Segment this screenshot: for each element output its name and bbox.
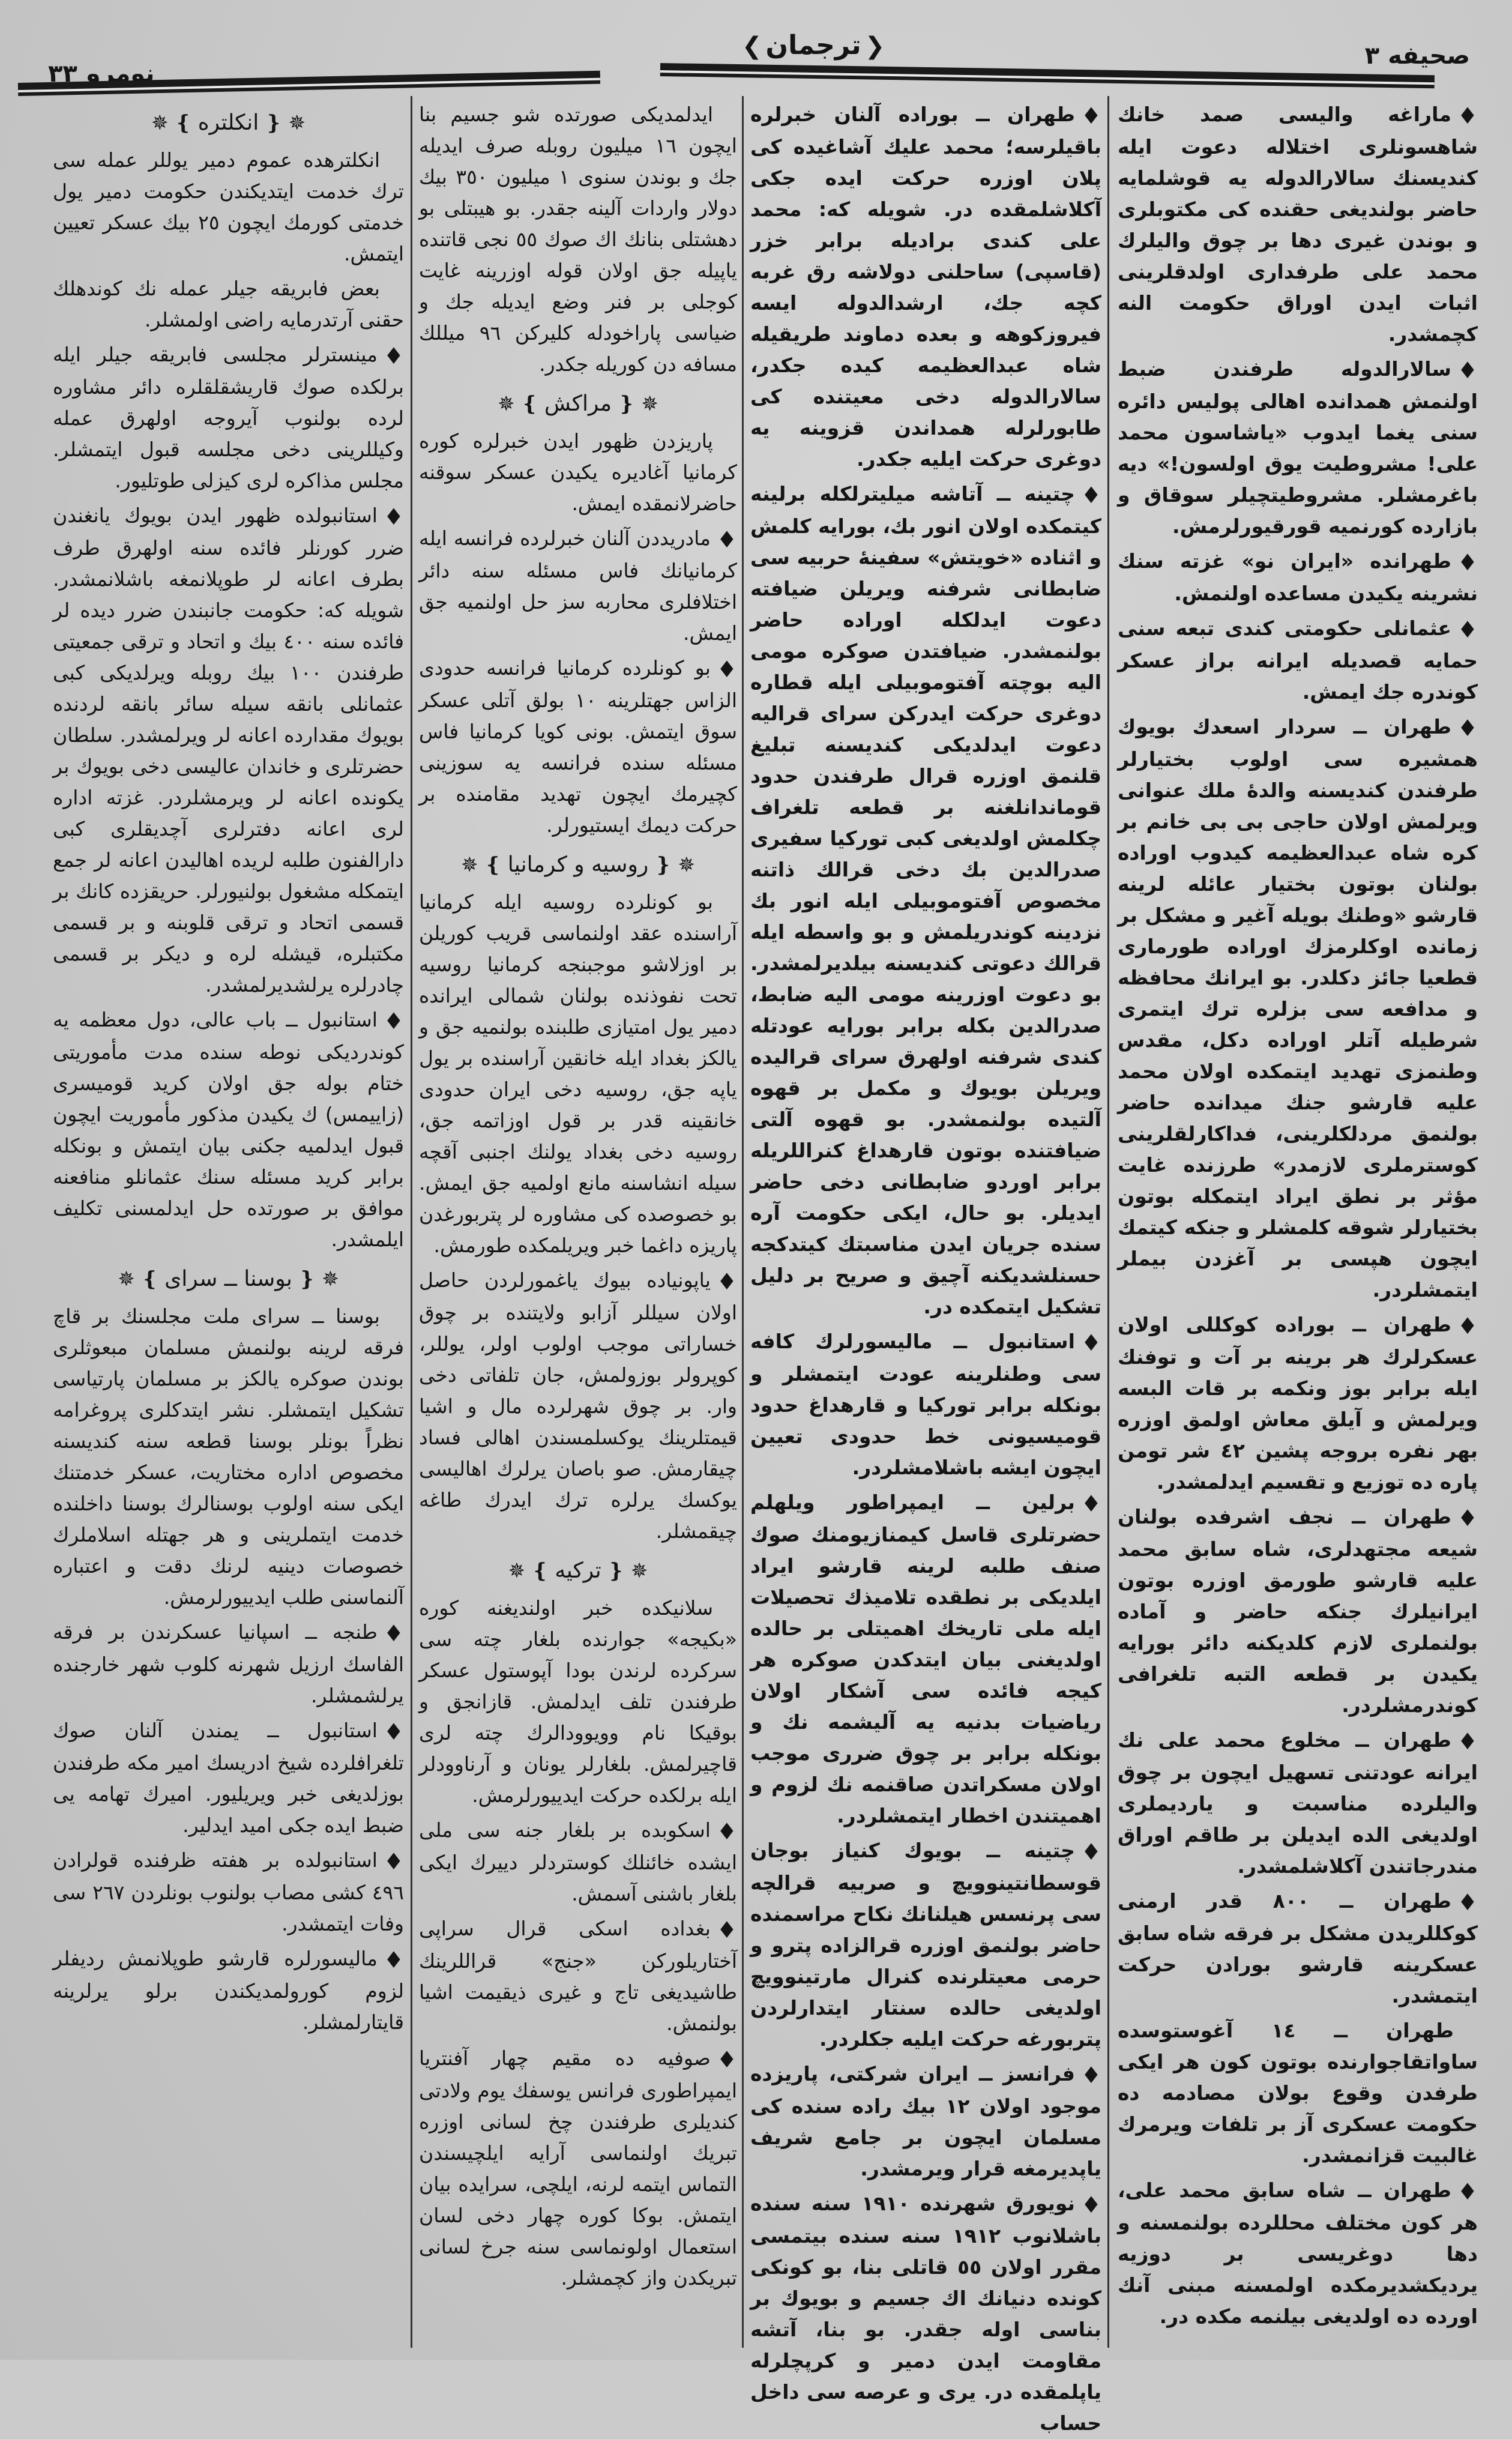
news-item-text: طهران ــ مخلوع محمد على نك ايرانه عودتنى تسهيل ايچون بر چوق واليلرده مناسبت و يارديملرى اولديغى الده ايديلن بر طاقم اوراق مندرجاتندن آكلاشلمشدر. — [1118, 1728, 1478, 1878]
section-heading — [419, 1555, 737, 1587]
diamond-bullet-icon: ♦ — [1457, 1728, 1478, 1755]
news-item — [53, 500, 404, 1001]
news-item-text: طهران ــ بوراده كوكللى اولان عسكرلرك هر برينه بر آت و توفنك ايله برابر بوز ونكمه بر قات البسه ويرلمش و آيلق معاش اولمق اوزره بهر نفره بروجه پشين ٤٢ شر تومن پاره ده توزيع و تقسيم ايدلمشدر. — [1118, 1313, 1478, 1494]
ornament-icon: ❵ ✵ — [151, 111, 192, 135]
news-item-text: بوسنا ــ سراى ملت مجلسنك بر قاچ فرقه لرينه بولنمش مسلمان مبعوثلرى بوندن صوكره يالكز بر مسلمان پارتياسى تشكيل ايتمشلر. نشر ايتدكلرى پروغرامه نظراً بونلر بوسنا قطعه سنه كنديسنه مخصوص اداره مختاريت، عسكر خدمتنك ايكى سنه اولوب بوسنالرك بوسنا داخلنده خدمت ايتملرينى و هر جهتله اسلاملرك خصوصات دينيه لرنك دقت و اعتباره آلنماسنى طلب ايدييورلرمش. — [53, 1304, 404, 1609]
news-item-text: بو كونلرده كرمانيا فرانسه حدودى الزاس جهتلرينه ١٠ بولق آتلى عسكر سوق ايتمش. بونى كويا كرمانيا فاس مسئله سنده فرانسه يه سوزينى كچيرمك ايچون تهديد مقامنده بر حركت ديمك ايستيورلر. — [419, 656, 737, 837]
news-item — [419, 523, 737, 649]
news-item-text: طهران ــ شاه سابق محمد على، هر كون مختلف محللرده بولنمسنه و دها دوغريسى بر دوزيه يرديكشديرمكده اولمسنه مبنى آنك اورده ده اولديغى بيلنمه مكده در. — [1118, 2178, 1478, 2328]
news-item — [1118, 1725, 1478, 1882]
diamond-bullet-icon: ♦ — [716, 656, 737, 683]
diamond-bullet-icon: ♦ — [1080, 1491, 1101, 1517]
news-item — [1118, 613, 1478, 708]
news-item-text: عثمانلى حكومتى كندى تبعه سنى حمايه قصديله ايرانه براز عسكر كوندره جك ايمش. — [1118, 617, 1478, 704]
news-item-text: فرانسز ــ ايران شركتى، پاريزده موجود اولان ١٢ بيك راده سنده كى مسلمان ايچون بر جامع شريف ياپديرمغه قرار ويرمشدر. — [750, 2062, 1101, 2180]
news-item — [750, 2188, 1101, 2439]
ornament-icon: ✵ ❴ — [654, 853, 696, 877]
news-item — [53, 1715, 404, 1841]
section-heading — [419, 388, 737, 420]
news-item — [53, 1617, 404, 1711]
diamond-bullet-icon: ♦ — [383, 343, 404, 369]
diamond-bullet-icon: ♦ — [1080, 103, 1101, 129]
news-item-text: ماليسورلره قارشو طوپلانمش رديفلر لزوم كورولمديكندن برلو يرلرينه قايتارلمشلر. — [53, 1947, 404, 2034]
news-item-text: صوفيه ده مقيم چهار آفنتريا ايمپراطورى فرانس يوسفك يوم ولادتى كنديلرى طرفندن چخ لسانى اوزره تبريك اولنماسى آرايه ايلچيسندن التماس ايتمه لرنه، ايلچى، سرايده بيان ايتمش. بوكا كوره چهار دخى لسان استعمال اولونماسى سنه جرخ لسانى تبريكدن واز كچمشلر. — [419, 2046, 737, 2290]
news-item-text: سالارالدوله طرفندن ضبط اولنمش همدانده اهالى پوليس دائره سنى يغما ايدوب «ياشاسون محمد على! مشروطيت يوق اولسون!» ديه باغرمشلر. مشروطيتچيلر سوقاق و بازارده كورنميه قورقيورلرمش. — [1118, 357, 1478, 538]
ornament-icon: ✵ ❴ — [265, 111, 306, 135]
news-item-text: طهرانده «ايران نو» غزته سنك نشرينه يكيدن مساعده اولنمش. — [1118, 549, 1478, 605]
news-item — [419, 2043, 737, 2294]
diamond-bullet-icon: ♦ — [1080, 482, 1101, 508]
diamond-bullet-icon: ♦ — [1457, 357, 1478, 384]
diamond-bullet-icon: ♦ — [383, 1008, 404, 1034]
masthead — [738, 30, 888, 61]
section-heading-text: انكلتره — [197, 110, 259, 135]
ornament-icon: ✵ ❴ — [298, 1267, 339, 1291]
news-item-text: مادريددن آلنان خبرلرده فرانسه ايله كرمانيانك فاس مسئله سنه دائر اختلافلرى محاربه سز حل اولنميه جق ايمش. — [419, 526, 737, 645]
ornament-icon: ❵ ✵ — [508, 1559, 549, 1583]
column-2 — [750, 99, 1102, 2435]
diamond-bullet-icon: ♦ — [1457, 103, 1478, 129]
column-divider — [1107, 96, 1109, 2348]
news-item-text: استانبولده بر هفته ظرفنده قولرادن ٤٩٦ كشى مصاب بولنوب بونلردن ٢٦٧ سى وفات ايتمشدر. — [53, 1848, 405, 1935]
news-item — [53, 1301, 404, 1613]
diamond-bullet-icon: ♦ — [1080, 2192, 1101, 2218]
news-item — [53, 1004, 404, 1255]
news-item — [419, 99, 737, 380]
news-item-text: بغداده اسكى قرال سراپى آختاريلوركن «جنج» قراللرينك طاشيديغى تاج و غيرى ذيقيمت اشيا بولنمش. — [419, 1917, 737, 2035]
news-item-text: استانبول ــ ماليسورلرك كافه سى وطنلرينه عودت ايتمشلر و بونكله برابر توركيا و قارهداغ حدود قوميسيونى خط حدودى تعيين ايچون ايشه باشلامشلردر. — [750, 1330, 1101, 1479]
news-item — [1118, 99, 1478, 350]
news-item-text: طهران ــ نجف اشرفده بولنان شيعه مجتهدلرى، شاه سابق محمد عليه قارشو طورمق اوزره بوتون ايرانيلرك جنكه حاضر و آماده بولنملرى لازم كلديكنه دائر بورايه يكيدن بر قطعه التبه تلغرافى كوندرمشلردر. — [1118, 1505, 1478, 1717]
news-item-text: استانبولده ظهور ايدن بويوك يانغندن ضرر كورنلر فائده سنه اولهرق طرف بطرف اعانه لر طوپلانمغه باشلانمشدر. شويله كه: حكومت جانبندن ضرر ديده لر فائده سنه ٤٠٠ بيك و اتحاد و ترقى جمعيتى طرفندن ١٠٠ بيك روبله ويرلديكى كبى عثمانلى بانقه سيله سائر بانقه لردنده بويوك مقدارده اعانه لر ويرلمشدر. سلطان حضرتلرى و خاندان عاليسى دخى بويوك بر يكونده اعانه لر ويرمشلردر. غزته اداره لرى اعانه دفترلرى آچديقلرى كبى دارالفنون طلبه لريده اهاليدن اعانه لر جمع ايتمكله مشغول بولنيورلر. حريقزده كانك بر قسمى اتحاد و ترقى قلوبنه و بر قسمى مكتبلره، قيشله لره و ديكر بر قسمى چادرلره يرلشديرلمشدر. — [53, 504, 404, 996]
news-item — [750, 1326, 1101, 1483]
news-item-text: طهران ــ ١٤ آغوستوسده ساواتقاجوارنده بوتون كون هر ايكى طرفدن وقوع بولان مصادمه ده حكومت عسكرى آز بر تلفات ويرمرك غالبيت قزانمشدر. — [1118, 2019, 1478, 2167]
news-item-text: مينسترلر مجلسى فابريقه جيلر ايله برلكده صوك قاريشقلقلره دائر مشاوره لرده بولنوب آيروجه اولهرق عمله وكيللرينى دخى مجلسه قبول ايتمشلر. مجلس مذاكره لرى كيزلى طوتليور. — [53, 343, 404, 492]
diamond-bullet-icon: ♦ — [1080, 1839, 1101, 1865]
news-item — [1118, 711, 1478, 1306]
page-number: صحيفه ٣ — [1364, 42, 1470, 70]
diamond-bullet-icon: ♦ — [1457, 2178, 1478, 2205]
section-heading — [419, 849, 737, 881]
news-item — [419, 653, 737, 841]
news-item — [53, 1943, 404, 2038]
diamond-bullet-icon: ♦ — [1457, 1889, 1478, 1916]
news-item — [1118, 2015, 1478, 2171]
column-3 — [419, 99, 737, 2344]
section-heading — [53, 107, 404, 139]
diamond-bullet-icon: ♦ — [716, 526, 737, 553]
ornament-icon: ❵ ✵ — [498, 392, 538, 416]
diamond-bullet-icon: ♦ — [383, 1620, 404, 1647]
issue-number: نومرو ٣٣ — [48, 60, 155, 88]
diamond-bullet-icon: ♦ — [716, 2046, 737, 2073]
news-item-text: سلانيكده خبر اولنديغنه كوره «بكيجه» جوارنده بلغار چته سى سركرده لرندن بودا آپوستول عسكر طرفندن تلف ايدلمش. قازانجق و بوقيكا نام وويوودالرك چته لرى قاچيرلمش. بلغارلر يونان و آرناوودلر ايله برلكده حركت ايدييورلرمش. — [419, 1596, 737, 1807]
news-item-text: برلين ــ ايمپراطور ويلهلم حضرتلرى قاسل كيمنازيومنك صوك صنف طلبه لرينه قارشو ايراد ايلديكى بر نطقده تلاميذك تحصيلات ايله ملى تاريخك اهميتلى بر حالده اولديغنى بيان ايتدكدن صوكره هر كيجه فائده سى آشكار اولان رياضيات بدنيه يه آليشمه نك و بونكله برابر بر چوق ضررى موجب اولان مسكراتدن صاقنمه نك لزوم و اهميتندن اخطار ايتمشلردر. — [750, 1491, 1101, 1827]
ornament-icon: ❮ — [864, 32, 885, 60]
news-item — [750, 1487, 1101, 1832]
news-item — [419, 1913, 737, 2039]
news-item-text: بعض فابريقه جيلر عمله نك كوندهلك حقنى آرتدرمايه راضى اولمشلر. — [53, 277, 404, 331]
diamond-bullet-icon: ♦ — [383, 1848, 404, 1875]
diamond-bullet-icon: ♦ — [716, 1917, 737, 1943]
news-item — [53, 273, 404, 336]
news-item — [750, 1835, 1101, 2055]
news-item — [1118, 354, 1478, 542]
news-item-text: نويورق شهرنده ١٩١٠ سنه سنده باشلانوب ١٩١٢ سنه سنده بيتمسى مقرر اولان ٥٥ قاتلى بنا، بو كونكى كونده دنيانك اك جسيم و بويوك بر بناسى اوله جقدر. بو بنا، آتشه مقاومت ايدن دمير و كرپچلرله ياپلمقده در. يرى و عرصه سى داخل حساب — [750, 2192, 1102, 2435]
news-item — [1118, 1309, 1478, 1498]
news-item-text: ماراغه واليسى صمد خانك شاهسونلرى اختلاله دعوت ايله كنديسنك سالارالدوله يه قوشلمايه حاضر بولنديغى حقنده كى مكتوبلرى و بوندن غيرى دها بر چوق واليلرك محمد على طرفدارى اولدقلرينى اثبات ايدن اوراق حكومت النه كچمشدر. — [1118, 103, 1478, 346]
column-1 — [1118, 99, 1478, 2344]
section-heading-text: مراكش — [544, 391, 612, 416]
diamond-bullet-icon: ♦ — [716, 1268, 737, 1295]
diamond-bullet-icon: ♦ — [1457, 715, 1478, 741]
news-item — [419, 426, 737, 519]
news-item-text: طهران ــ سردار اسعدك بويوك همشيره سى اولوب بختيارلر طرفندن كنديسنه والدهٔ ملك عنوانى ويرلمش اولان حاجى بى بى خانم بر كره شاه عبدالعظيمه كيدوب اوراده بولنان بوتون بختيار عائله لرينه قارشو «وطنك بويله آغير و مشكل بر زمانده اوكلرمزك اوراده طورمارى قطعيا جائز دكلدر. بو ايرانك محافظه و مدافعه سى بزلره ترك ايتمرى شرطيله آتلر اوراده دكل، مقدس وطنمزى تهديد ايتمكده اولان محمد عليه قارشو جنك ميدانده حاضر بولنمق مردلكلرينى، فداكارلقلرينى كوسترملرى لازمدر» طرزنده غايت مؤثر بر نطق ايراد ايتمكله بوتون بختيارلر شوقه كلمشلر و جنكه كيتمك ايچون هپسى بر آغزدن بيملر ايتمشلردر. — [1118, 715, 1478, 1301]
news-item — [53, 145, 404, 270]
diamond-bullet-icon: ♦ — [1457, 1313, 1478, 1339]
column-divider — [411, 96, 412, 2348]
news-item-text: بو كونلرده روسيه ايله كرمانيا آراسنده عقد اولنماسى قريب كوريلن بر اوزلاشو موجبنجه كرمانيا روسيه تحت نفوذنده بولنان شمالى ايرانده دمير يول امتيازى طلبنده بولنميه جق و يالكز بغداد ايله خانقين آراسنده بر يول ياپه جق، روسيه دخى ايران حدودى خانقينه قدر بر قول اوزاتمه جق، روسيه دخى بغداد يولنك اجنبى آقچه سيله انشاسنه مانع اولميه جق ايمش. بو خصوصده كى مشاوره لر پتربورغدن پاريزه داغما خبر ويريلمكده طورمش. — [419, 890, 737, 1257]
news-item-text: چتينه ــ بويوك كنياز بوجان قوسطانتينوويچ و صربيه قرالچه سى پرنسس هيلنانك نكاح مراسمنده حاضر بولنمق اوزره قرالزاده پترو و حرمى معيتلرنده كنرال مارتينوويچ اولديغى حالده سنتار ايتدارلردن پتربورغه حركت ايليه جكلردر. — [750, 1839, 1101, 2051]
news-item — [1118, 1501, 1478, 1721]
news-item-text: استانبول ــ يمندن آلنان صوك تلغرافلرده شيخ ادريسك امير مكه طرفندن بوزلديغى خبر ويريليور. اميرك تهامه يى ضبط ايده جكى اميد ايدلير. — [53, 1719, 404, 1837]
section-heading-text: روسيه و كرمانيا — [507, 852, 649, 877]
news-item-text: اسكوبده بر بلغار جنه سى ملى ايشده خائنلك كوستردلر دييرك ايكى بلغار باشنى آسمش. — [419, 1818, 737, 1905]
news-item-text: استانبول ــ باب عالى، دول معظمه يه كوندرديكى نوطه سنده مدت مأموريتى ختام بوله جق اولان كريد قوميسرى (زاييمس) ك يكيدن مذكور مأموريت ايچون قبول ايدلميه جكنى بيان ايتمش و بونكله برابر كريد مسئله سنك عثمانلو منافعنه موافق بر صورتده حل ايدلمسنى تكليف ايلمشدر. — [53, 1008, 404, 1251]
diamond-bullet-icon: ♦ — [383, 1719, 404, 1745]
diamond-bullet-icon: ♦ — [383, 504, 404, 530]
diamond-bullet-icon: ♦ — [1457, 549, 1478, 576]
news-item-text: پاريزدن ظهور ايدن خبرلره كوره كرمانيا آغاديره يكيدن عسكر سوقنه حاضرلانمقده ايمش. — [419, 429, 737, 515]
news-item-text: طهران ــ بوراده آلنان خبرلره باقيلرسه؛ محمد عليك آشاغيده كى پلان اوزره حركت ايده جكى آكلاشلمقده در. شويله كه: محمد على كندى براديله برابر خزر (قاسپى) ساحلنى دولاشه رق غربه كچه جك، ارشدالدوله ايسه فيروزكوهه و بعده دماوند طريقيله شاه عبدالعظيمه كيده جكدر، سالارالدوله دخى معيتنده كى طابورلرله همداندن قزوينه يه دوغرى حركت ايليه جكدر. — [750, 103, 1101, 471]
news-item — [53, 1845, 404, 1940]
diamond-bullet-icon: ♦ — [1457, 1505, 1478, 1531]
ornament-icon: ❵ ✵ — [460, 853, 502, 877]
news-item — [1118, 1886, 1478, 2012]
diamond-bullet-icon: ♦ — [1080, 2062, 1101, 2088]
news-item-text: چتينه ــ آتاشه ميليترلكله برلينه كيتمكده اولان انور بك، بورايه كلمش و اثناده «خويتش» سفينهٔ حربيه سى ضابطانى شرفنه ويريلن ضيافته دعوت ايدلكله اوراده حاضر بولنمشدر. ضيافتدن صوكره مومى اليه بوچته آفتوموبيلى ايله قطاره دوغرى حركت ايدركن سراى قراليه دعوت ايدلديكى كنديسنه تبليغ قلنمق اوزره قرال طرفندن حدود قوماندانلغنه بر قطعه تلغراف چكلمش اولديغى كبى توركيا سفيرى صدرالدين بك دخى قرالك ذاتنه مخصوص آفتوموبيلى ايله انور بك نزدينه كوندريلمش و بو واسطه ايله قرالك دعوتى كنديسنه بيلديرلمشدر. بو دعوت اوزرينه مومى اليه ضابط، صدرالدين بكله برابر بورايه عودتله كندى شرفنه اولهرق سراى قراليده ويريلن بويوك و مكمل بر قهوه آلتيده بولنمشدر. بو قهوه آلتى ضيافتنده بوتون قارهداغ كنراللريله برابر اوردو ضابطانى دخى حاضر ايديلر. بو حال، ايكى حكومت آره سنده جريان ايدن مناسبتك كيتدكجه حسنلشديكنه آچيق و صريح بر دليل تشكيل ايتمكده در. — [750, 482, 1101, 1318]
news-item — [1118, 2175, 1478, 2332]
section-heading-text: بوسنا ــ سراى — [164, 1267, 292, 1291]
news-item-text: طنجه ــ اسپانيا عسكرندن بر فرقه الفاسك ارزيل شهرنه كلوب شهر خارجنده يرلشمشلر. — [53, 1620, 404, 1707]
ornament-icon: ❯ — [742, 32, 762, 60]
news-item-text: طهران ــ ٨٠٠ قدر ارمنى كوكللريدن مشكل بر فرقه شاه سابق عسكرينه قارشو بورادن حركت ايتمشدر. — [1118, 1889, 1478, 2007]
ornament-icon: ❵ ✵ — [118, 1267, 159, 1291]
news-item — [53, 339, 404, 496]
news-item — [419, 1815, 737, 1910]
section-heading-text: تركيه — [555, 1558, 601, 1583]
news-item-text: انكلترهده عموم دمير يوللر عمله سى ترك خدمت ايتديكندن حكومت دمير يول خدمتى كورمك ايچون ٢٥ بيك عسكر تعيين ايتمش. — [53, 148, 404, 265]
diamond-bullet-icon: ♦ — [1457, 617, 1478, 643]
column-divider — [742, 96, 744, 2348]
masthead-title: ترجمان — [765, 30, 861, 61]
news-item — [750, 99, 1101, 475]
news-item-text: ياپونياده بيوك ياغمورلردن حاصل اولان سيللر آزابو ولايتنده بر چوق خساراتى موجب اولوب اولر، يوللر، كوپرولر بوزولمش، جان تلفاتى دخى وار. بر چوق شهرلرده مال و اشيا قيمتلرينك يوكسلمسندن اهالى فساد چيقارمش. صو باصان يرلرك اهاليسى يوكسك يرلره ترك ايدرك طاغه چيقمشلر. — [419, 1268, 737, 1543]
section-heading — [53, 1264, 404, 1295]
column-4 — [53, 99, 404, 2344]
diamond-bullet-icon: ♦ — [383, 1947, 404, 1973]
diamond-bullet-icon: ♦ — [716, 1818, 737, 1845]
news-item — [419, 887, 737, 1261]
news-item — [750, 2058, 1101, 2184]
diamond-bullet-icon: ♦ — [1080, 1330, 1101, 1356]
ornament-icon: ✵ ❴ — [607, 1559, 648, 1583]
news-item — [1118, 546, 1478, 609]
news-item — [750, 478, 1101, 1322]
news-item-text: ايدلمديكى صورتده شو جسيم بنا ايچون ١٦ ميليون روبله صرف ايديله جك و بوندن سنوى ١ ميليون ٣٥٠ بيك دولار واردات آلينه جقدر. بو هيبتلى بو دهشتلى بنانك اك صوك ٥٥ نجى قاتنده ياپيله جق اولان قوله اوزرينه غايت كوجلى بر فنر وضع ايديله جك و ضياسى پاراخودله كليركن ٩٦ ميللك مسافه دن كوريله جكدر. — [419, 103, 737, 376]
news-item — [419, 1593, 737, 1811]
ornament-icon: ✵ ❴ — [618, 392, 658, 416]
news-item — [419, 1265, 737, 1547]
